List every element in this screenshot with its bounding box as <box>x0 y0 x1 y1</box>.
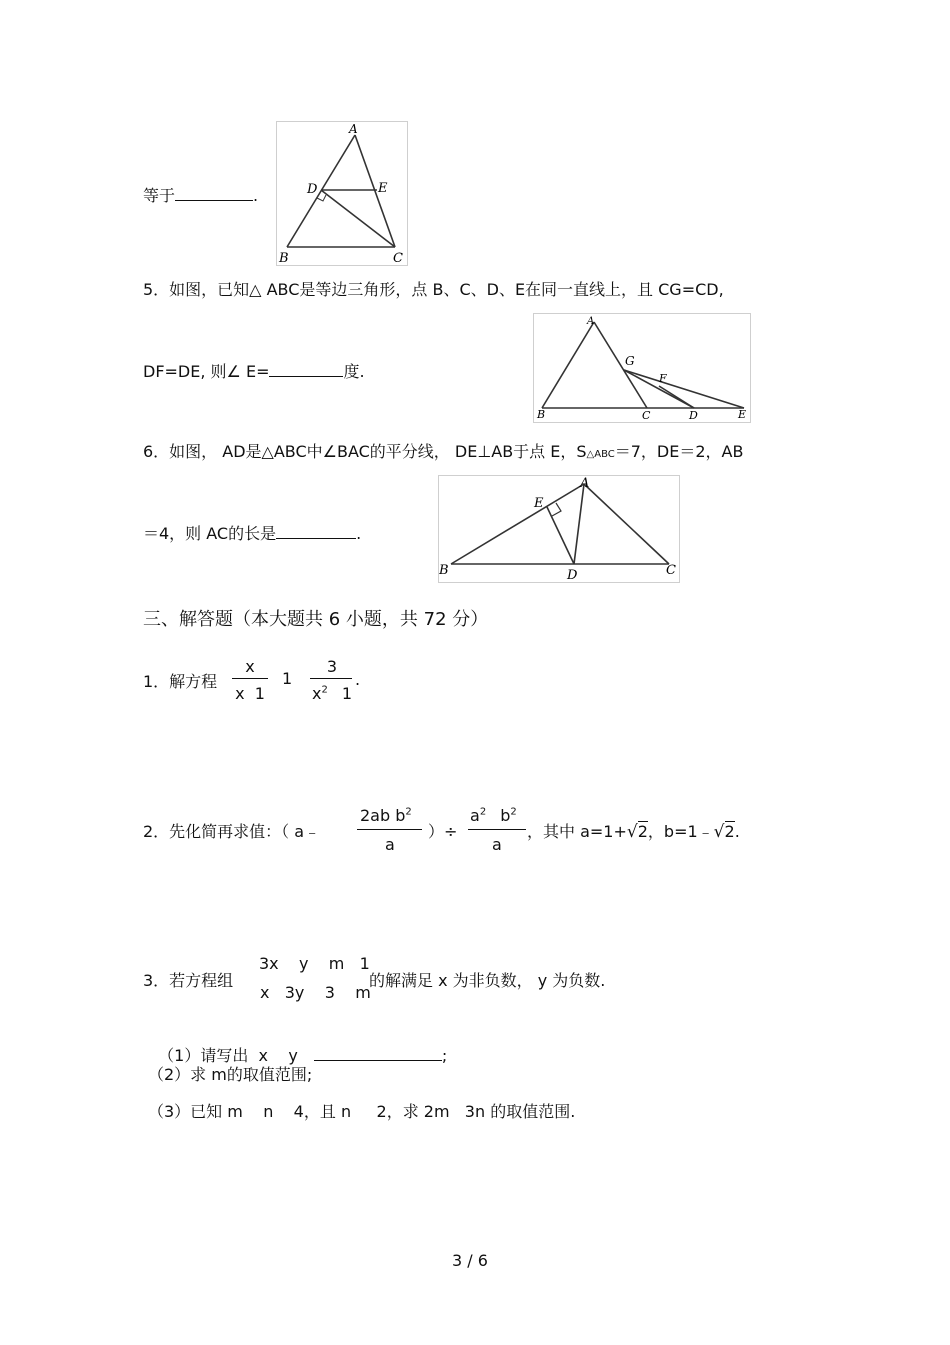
fig4-label-a: A <box>349 122 358 136</box>
fig6-label-b: B <box>439 563 449 578</box>
p2-f1-num-exp: 2 <box>405 806 412 818</box>
p3-equation-2: x 3y 3 m <box>260 983 371 1002</box>
q6-triangle-diagram <box>439 476 679 582</box>
p3-sub1-text: （1）请写出 x y <box>158 1046 298 1065</box>
p3-sub2: （2）求 m的取值范围; <box>148 1065 313 1084</box>
fig5-label-b: B <box>537 408 546 421</box>
p2-close: ）÷ <box>428 822 458 841</box>
q4-period: . <box>253 186 259 205</box>
fig4-label-d: D <box>307 182 318 197</box>
p3-sub1-answer-blank[interactable] <box>314 1044 442 1061</box>
p2-f2-denominator: a <box>492 835 502 854</box>
section-title: 三、解答题（本大题共 6 小题，共 72 分） <box>143 609 489 630</box>
p3-sub3: （3）已知 m n 4，且 n 2，求 2m 3n 的取值范围. <box>148 1102 576 1121</box>
p1-f2-den-x: x <box>312 684 322 703</box>
p2-f2-num-exp2: 2 <box>510 806 517 818</box>
q5-line2 <box>143 359 365 382</box>
p1-middle: 1 <box>282 669 293 688</box>
q6-figure <box>438 475 680 583</box>
p2-f1-bar <box>357 829 422 830</box>
fig5-label-f: F <box>659 372 667 385</box>
q6-subscript: △ABC <box>586 449 615 460</box>
fig5-label-a: A <box>587 316 595 327</box>
p1-end: . <box>355 670 361 689</box>
p1-f1-bar <box>232 678 268 679</box>
p2-tail-a: ，其中 a=1+ <box>527 822 627 841</box>
p3-sub1 <box>148 1024 447 1066</box>
q5-triangle-diagram <box>534 314 750 422</box>
sqrt-icon: √ <box>713 822 725 842</box>
p1-fraction-1 <box>230 657 270 676</box>
q6-period: . <box>356 524 362 543</box>
p2-f2-num-a: a <box>470 806 480 825</box>
page-number: 3 / 6 <box>452 1251 488 1270</box>
q5-figure <box>533 313 751 423</box>
p2-f1-num-text: 2ab b <box>360 806 406 825</box>
p2-f2-numerator <box>470 806 517 825</box>
p2-f1-numerator <box>360 806 412 825</box>
q5-unit: 度. <box>343 362 365 381</box>
q4-line <box>143 183 258 206</box>
p3-label: 3．若方程组 <box>143 971 234 990</box>
p2-f2-num-b: b <box>500 806 511 825</box>
p2-sqrt-b: 2 <box>724 822 735 841</box>
q6-line2 <box>143 521 361 544</box>
q6-text-a: 6．如图， AD是△ABC中∠BAC的平分线， DE⊥AB于点 E，S <box>143 442 587 461</box>
p1-f1-denominator: x 1 <box>235 684 265 703</box>
q5-line1: 5．如图，已知△ ABC是等边三角形，点 B、C、D、E在同一直线上，且 CG=CD, <box>143 280 724 299</box>
q4-text: 等于 <box>143 186 176 205</box>
fig5-label-d: D <box>689 409 698 422</box>
q6-line1 <box>143 439 743 462</box>
q4-answer-blank[interactable] <box>175 184 253 201</box>
fig6-label-e: E <box>534 496 544 511</box>
fig4-label-c: C <box>393 251 403 265</box>
q4-figure <box>276 121 408 266</box>
p1-f2-den-exp: 2 <box>321 684 328 696</box>
p2-tail <box>527 819 740 842</box>
p1-f2-den-one: 1 <box>341 684 353 703</box>
p3-sub1-semicolon: ; <box>441 1046 448 1065</box>
p2-f2-bar <box>468 829 526 830</box>
p1-f2-bar <box>310 678 352 679</box>
p3-tail: 的解满足 x 为非负数， y 为负数. <box>369 971 606 990</box>
p3-equation-1: 3x y m 1 <box>259 954 370 973</box>
q6-text-c: ＝4，则 AC的长是 <box>143 524 277 543</box>
fig5-label-g: G <box>625 354 635 368</box>
fig6-label-c: C <box>666 563 676 578</box>
p2-sqrt-a: 2 <box>637 822 648 841</box>
q6-text-b: ＝7，DE＝2，AB <box>614 442 744 461</box>
fig4-label-e: E <box>378 181 388 196</box>
q4-triangle-diagram <box>277 122 407 265</box>
p2-tail-b: ，b=1﹣ <box>647 822 714 841</box>
q6-answer-blank[interactable] <box>276 522 356 539</box>
fig6-label-a: A <box>580 476 590 491</box>
p2-f2-num-exp1: 2 <box>479 806 487 818</box>
q5-answer-blank[interactable] <box>269 360 343 377</box>
p1-f2-numerator: 3 <box>326 657 338 676</box>
sqrt-icon: √ <box>626 822 638 842</box>
p2-f1-denominator: a <box>385 835 395 854</box>
p2-label: 2．先化简再求值：（ a﹣ <box>143 822 321 841</box>
p2-end: . <box>734 822 740 841</box>
fig6-label-d: D <box>567 568 578 582</box>
q5-text: DF=DE, 则∠ E= <box>143 362 270 381</box>
fig4-label-b: B <box>279 251 289 265</box>
p1-label: 1．解方程 <box>143 672 218 691</box>
p1-f1-numerator: x <box>245 657 255 676</box>
fig5-label-c: C <box>642 409 651 422</box>
p1-f2-denominator <box>312 684 352 703</box>
fig5-label-e: E <box>738 408 747 421</box>
